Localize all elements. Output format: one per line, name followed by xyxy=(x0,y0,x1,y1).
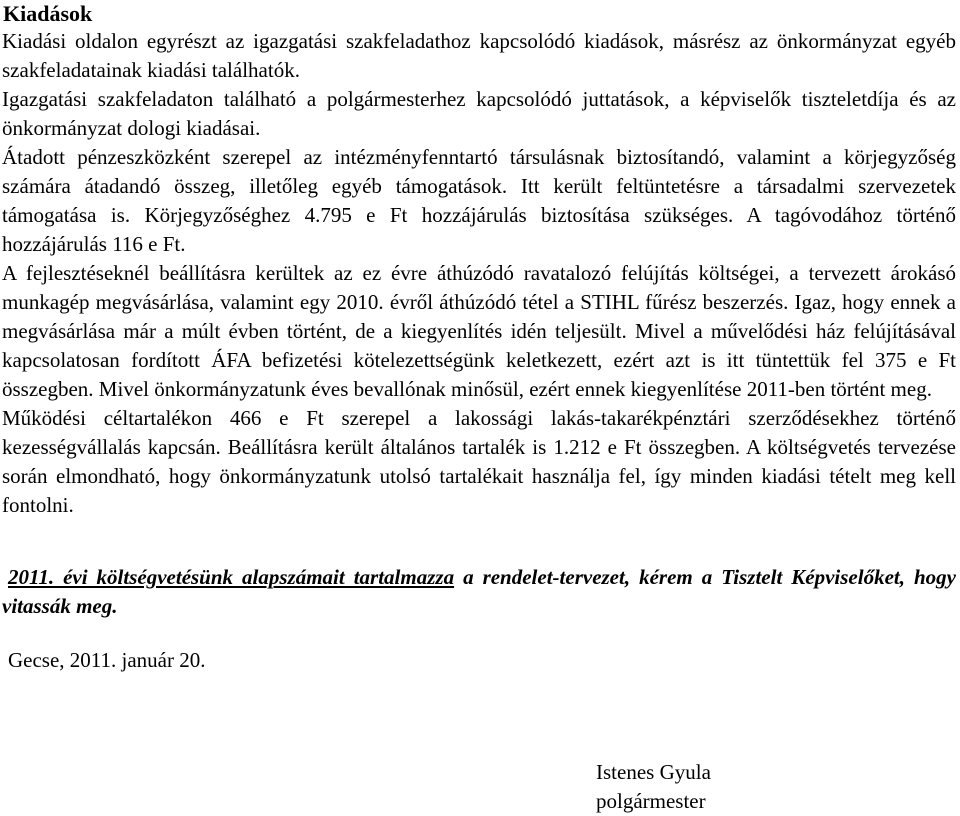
conclusion-underlined-text: 2011. évi költségvetésünk alapszámait tartalmazza xyxy=(8,565,455,589)
signature-title: polgármester xyxy=(596,789,706,813)
body-text xyxy=(2,27,956,520)
paragraph-intro: Kiadási oldalon egyrészt az igazgatási szakfeladathoz kapcsolódó kiadások, másrész az önkormányzat egyéb szakfeladatainak kiadási találhatók. xyxy=(2,29,956,82)
conclusion-rest-text: a rendelet-tervezet, kérem a Tisztelt Képviselőket, hogy vitassák meg. xyxy=(2,565,956,618)
paragraph-administration: Igazgatási szakfeladaton található a polgármesterhez kapcsolódó juttatások, a képviselők tiszteletdíja és az önkormányzat dologi kiadásai. xyxy=(2,87,956,140)
paragraph-transfers: Átadott pénzeszközként szerepel az intézményfenntartó társulásnak biztosítandó, valamint a körjegyzőség számára átadandó összeg, illetőleg egyéb támogatások. Itt került feltüntetésre a társadalmi szervezetek támogatása is. Körjegyzőséghez 4.795 e Ft hozzájárulás biztosítása szükséges. A tagóvodához történő hozzájárulás 116 e Ft. xyxy=(2,145,956,256)
section-heading: Kiadások xyxy=(3,1,93,26)
signature-block xyxy=(596,758,711,816)
signature-name: Istenes Gyula xyxy=(596,760,711,784)
place-date-line: Gecse, 2011. január 20. xyxy=(8,648,206,672)
paragraph-developments: A fejlesztéseknél beállításra kerültek az ez évre áthúzódó ravatalozó felújítás költségei, a tervezett árokásó munkagép megvásárlása, valamint egy 2010. évről áthúzódó tétel a STIHL fűrész beszerzés. Igaz, hogy ennek a megvásárlása már a múlt évben történt, de a kiegyenlítés idén teljesült. Mivel a művelődési ház felújításával kapcsolatosan fordított ÁFA befizetési kötelezettségünk keletkezett, ezért azt is itt tüntettük fel 375 e Ft összegben. Mivel önkormányzatunk éves bevallónak minősül, ezért ennek kiegyenlítése 2011-ben történt meg. xyxy=(2,261,956,401)
conclusion-request xyxy=(2,563,956,621)
paragraph-reserves: Működési céltartalékon 466 e Ft szerepel a lakossági lakás-takarékpénztári szerződésekhez történő kezességvállalás kapcsán. Beállításra került általános tartalék is 1.212 e Ft összegben. A költségvetés tervezése során elmondható, hogy önkormányzatunk utolsó tartalékait használja fel, így minden kiadási tételt meg kell fontolni. xyxy=(2,406,956,517)
